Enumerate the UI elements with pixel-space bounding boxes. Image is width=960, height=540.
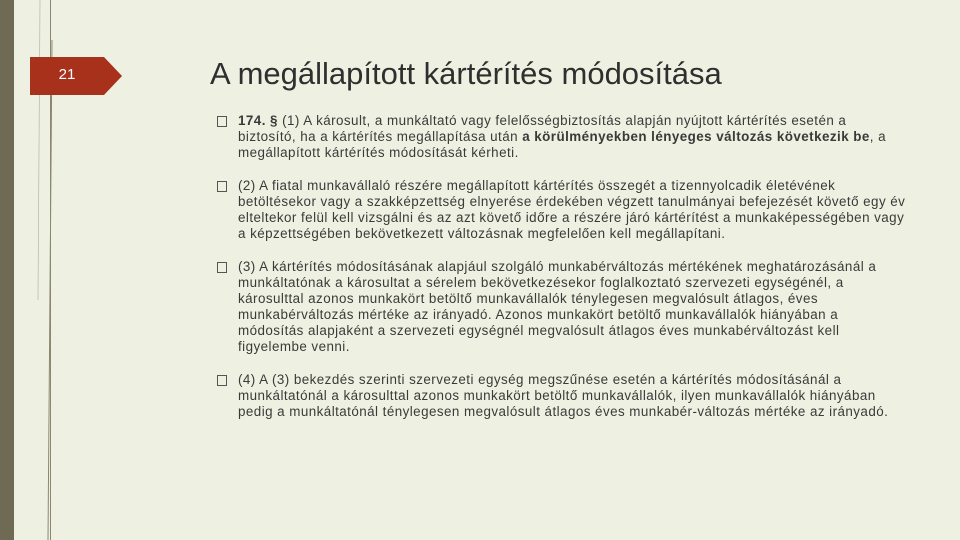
- paragraph-2: [216, 178, 906, 242]
- slide-number: 21: [58, 66, 76, 83]
- paragraph-1: [216, 113, 906, 161]
- paragraph-3-text: (3) A kártérítés módosításának alapjául szolgáló munkabérváltozás mértékének meghatározásánál a munkáltatónak a károsultat a sérelem bekövetkezésekor foglalkoztató szervezeti egységénél, a károsulttal azonos munkakört betöltő munkavállalók ténylegesen megvalósult átlagos, éves munkabérváltozás mértéke az irányadó. Azonos munkakört betöltő munkavállalók hiányában a módosítás alapjaként a szervezeti egységnél megvalósult átlagos éves munkabérváltozást kell figyelembe venni.: [238, 259, 877, 354]
- checkbox-bullet-icon: [217, 375, 227, 386]
- paragraph-4: [216, 372, 906, 420]
- paragraph-1-emphasis: a körülményekben lényeges változás következik be: [522, 129, 870, 144]
- paragraph-3: [216, 259, 906, 355]
- checkbox-bullet-icon: [217, 262, 227, 273]
- paragraph-2-text: (2) A fiatal munkavállaló részére megállapított kártérítés összegét a tizennyolcadik életévének betöltésekor vagy a szakképzettség elnyerése érdekében végzett tanulmányai befejezését követő egy év elteltekor felül kell vizsgálni és az azt követő időre a részére járó kártérítést a munkaképességében vagy a képzettségében bekövetkezett változásnak megfelelően kell megállapítani.: [238, 178, 906, 241]
- paragraph-1-section-mark: 174. §: [238, 113, 278, 128]
- slide-title: A megállapított kártérítés módosítása: [210, 56, 722, 91]
- checkbox-bullet-icon: [217, 181, 227, 192]
- slide-number-tab: [30, 57, 122, 95]
- paragraph-1-text-b: , a megállapított kártérítés módosítását kérheti.: [238, 129, 887, 160]
- paragraph-1-text-a: (1) A károsult, a munkáltató vagy felelősségbiztosítás alapján nyújtott kártérítés esetén a biztosító, ha a kártérítés megállapítása után: [238, 113, 847, 144]
- content-area: [216, 113, 906, 437]
- paragraph-4-text: (4) A (3) bekezdés szerinti szervezeti egység megszűnése esetén a kártérítés módosításánál a munkáltatónál a károsulttal azonos munkakört betöltő munkavállalók, ilyen munkavállalók hiányában pedig a munkáltatónál ténylegesen megvalósult átlagos éves munkabér-változás mértéke az irányadó.: [238, 372, 889, 419]
- checkbox-bullet-icon: [217, 116, 227, 127]
